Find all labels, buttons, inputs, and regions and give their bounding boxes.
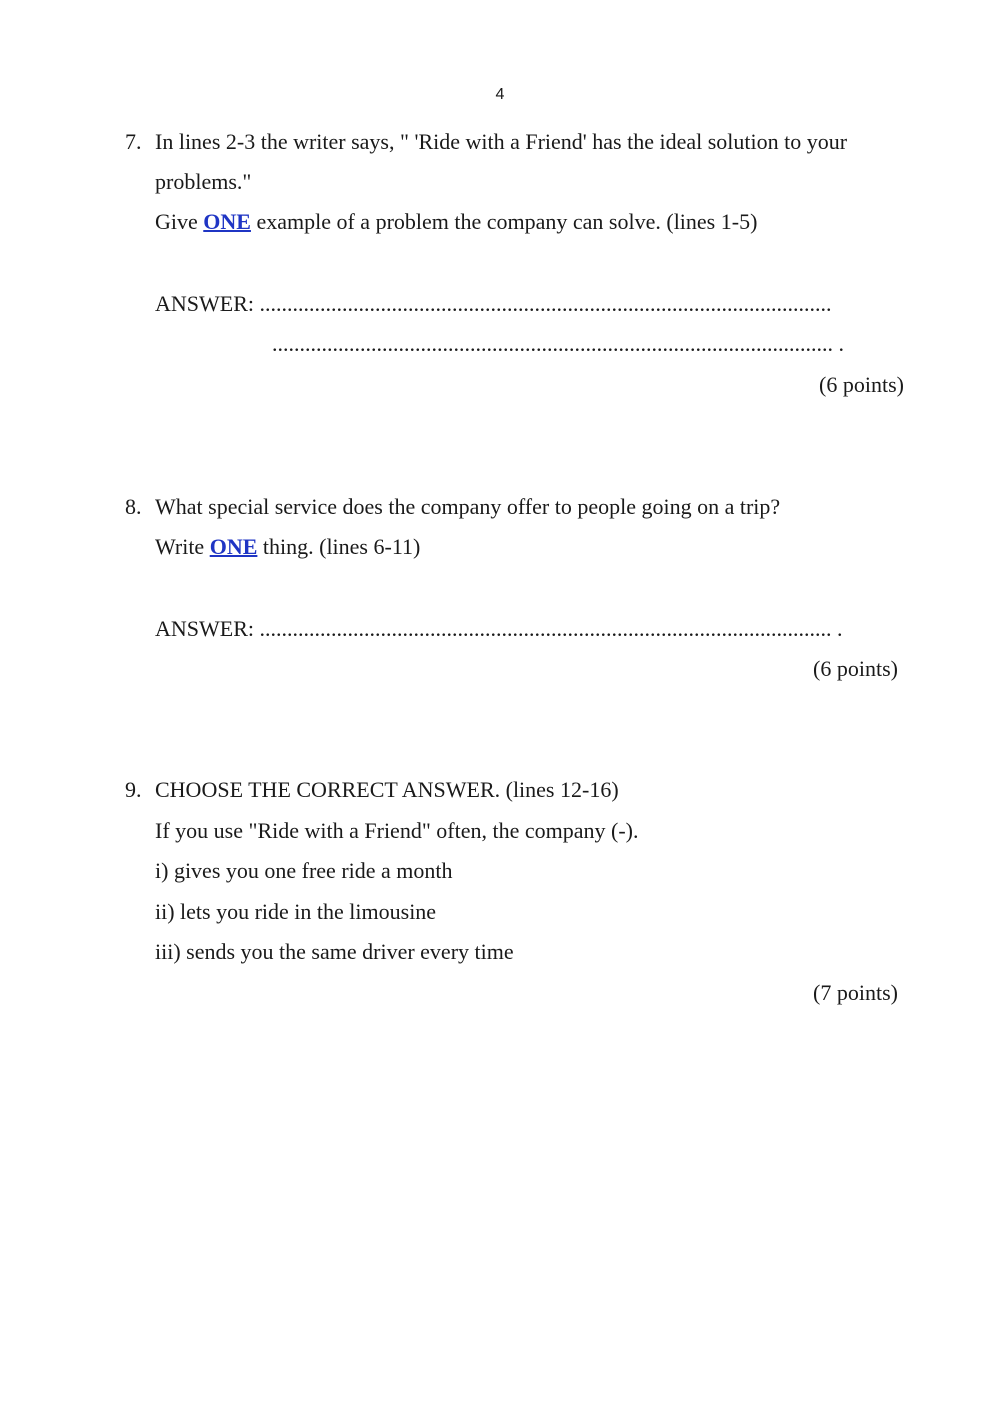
question-text: In lines 2-3 the writer says, " 'Ride with a Friend' has the ideal solution to your: [155, 129, 848, 154]
points-label: (7 points): [813, 980, 898, 1005]
answer-option[interactable]: iii) sends you the same driver every time: [155, 939, 514, 964]
answer-line[interactable]: ...................................................................................................... .: [272, 331, 844, 356]
question-text: What special service does the company offer to people going on a trip?: [155, 494, 781, 519]
instruction-text: Write: [155, 534, 210, 559]
question-text: CHOOSE THE CORRECT ANSWER. (lines 12-16): [155, 777, 619, 802]
points-label: (6 points): [819, 372, 904, 397]
emphasis-one: ONE: [203, 209, 251, 234]
answer-option[interactable]: ii) lets you ride in the limousine: [155, 899, 437, 924]
answer-line[interactable]: ANSWER: ........................................................................................................: [155, 291, 832, 316]
question-number: 8.: [125, 494, 142, 519]
page-number: 4: [495, 86, 505, 103]
instruction-text: example of a problem the company can solve. (lines 1-5): [250, 209, 758, 234]
points-label: (6 points): [813, 656, 898, 681]
instruction-text: thing. (lines 6-11): [257, 534, 421, 559]
question-number: 7.: [125, 129, 142, 154]
question-instruction: [155, 209, 757, 235]
question-number: 9.: [125, 777, 142, 802]
emphasis-one: ONE: [209, 534, 258, 559]
question-text: problems.": [155, 169, 252, 194]
answer-line[interactable]: ANSWER: ........................................................................................................ .: [155, 616, 843, 641]
question-text: If you use "Ride with a Friend" often, the company (-).: [155, 818, 639, 843]
question-instruction: [155, 534, 420, 560]
instruction-text: Give: [155, 209, 204, 234]
answer-option[interactable]: i) gives you one free ride a month: [155, 858, 453, 883]
